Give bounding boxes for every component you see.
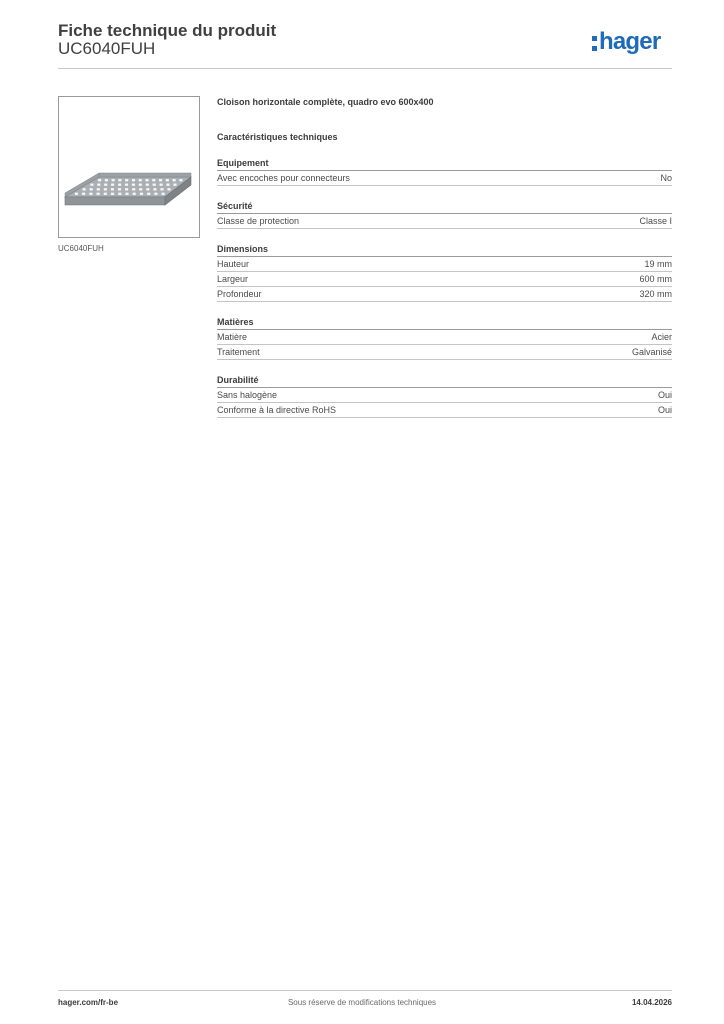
spec-row — [217, 330, 672, 345]
footer-website: hager.com/fr-be — [58, 998, 119, 1007]
spec-row — [217, 345, 672, 360]
image-caption: UC6040FUH — [58, 244, 104, 253]
spec-row — [217, 403, 672, 418]
spec-value: Acier — [651, 332, 672, 342]
product-reference: UC6040FUH — [58, 39, 156, 58]
spec-label: Traitement — [217, 347, 260, 357]
spec-value: Galvanisé — [631, 347, 672, 357]
section-title: Matières — [217, 316, 672, 330]
spec-label: Hauteur — [217, 259, 250, 269]
section-title: Sécurité — [217, 200, 672, 214]
spec-value: 19 mm — [644, 259, 672, 269]
spec-section — [217, 316, 672, 360]
footer-notice: Sous réserve de modifications techniques — [287, 998, 437, 1007]
footer-divider — [58, 990, 672, 991]
spec-label: Classe de protection — [217, 216, 300, 226]
logo-wordmark: hager — [599, 28, 661, 55]
spec-label: Avec encoches pour connecteurs — [217, 173, 350, 183]
hager-logo — [592, 28, 674, 56]
spec-row — [217, 214, 672, 229]
spec-label: Profondeur — [217, 289, 262, 299]
spec-section — [217, 243, 672, 302]
header-divider — [58, 68, 672, 69]
spec-label: Conforme à la directive RoHS — [217, 405, 337, 415]
spec-value: 320 mm — [639, 289, 672, 299]
spec-section — [217, 200, 672, 229]
spec-section — [217, 157, 672, 186]
spec-value: No — [660, 173, 672, 183]
characteristics-heading: Caractéristiques techniques — [217, 132, 338, 142]
spec-value: Oui — [657, 390, 672, 400]
footer-date: 14.04.2026 — [631, 998, 672, 1007]
spec-section — [217, 374, 672, 418]
spec-label: Matière — [217, 332, 248, 342]
spec-label: Sans halogène — [217, 390, 278, 400]
spec-row — [217, 287, 672, 302]
perforated-shelf-image — [59, 97, 199, 237]
product-name: Cloison horizontale complète, quadro evo 600x400 — [217, 97, 434, 107]
product-image — [58, 96, 200, 238]
spec-sections — [217, 157, 672, 418]
spec-value: Classe I — [639, 216, 672, 226]
spec-value: 600 mm — [639, 274, 672, 284]
spec-row — [217, 171, 672, 186]
section-title: Dimensions — [217, 243, 672, 257]
spec-row — [217, 272, 672, 287]
spec-label: Largeur — [217, 274, 249, 284]
specifications — [217, 96, 672, 418]
section-title: Durabilité — [217, 374, 672, 388]
section-title: Equipement — [217, 157, 672, 171]
spec-row — [217, 388, 672, 403]
logo-dots-icon — [592, 36, 597, 51]
page-title: Fiche technique du produit — [58, 21, 277, 40]
spec-row — [217, 257, 672, 272]
spec-value: Oui — [657, 405, 672, 415]
